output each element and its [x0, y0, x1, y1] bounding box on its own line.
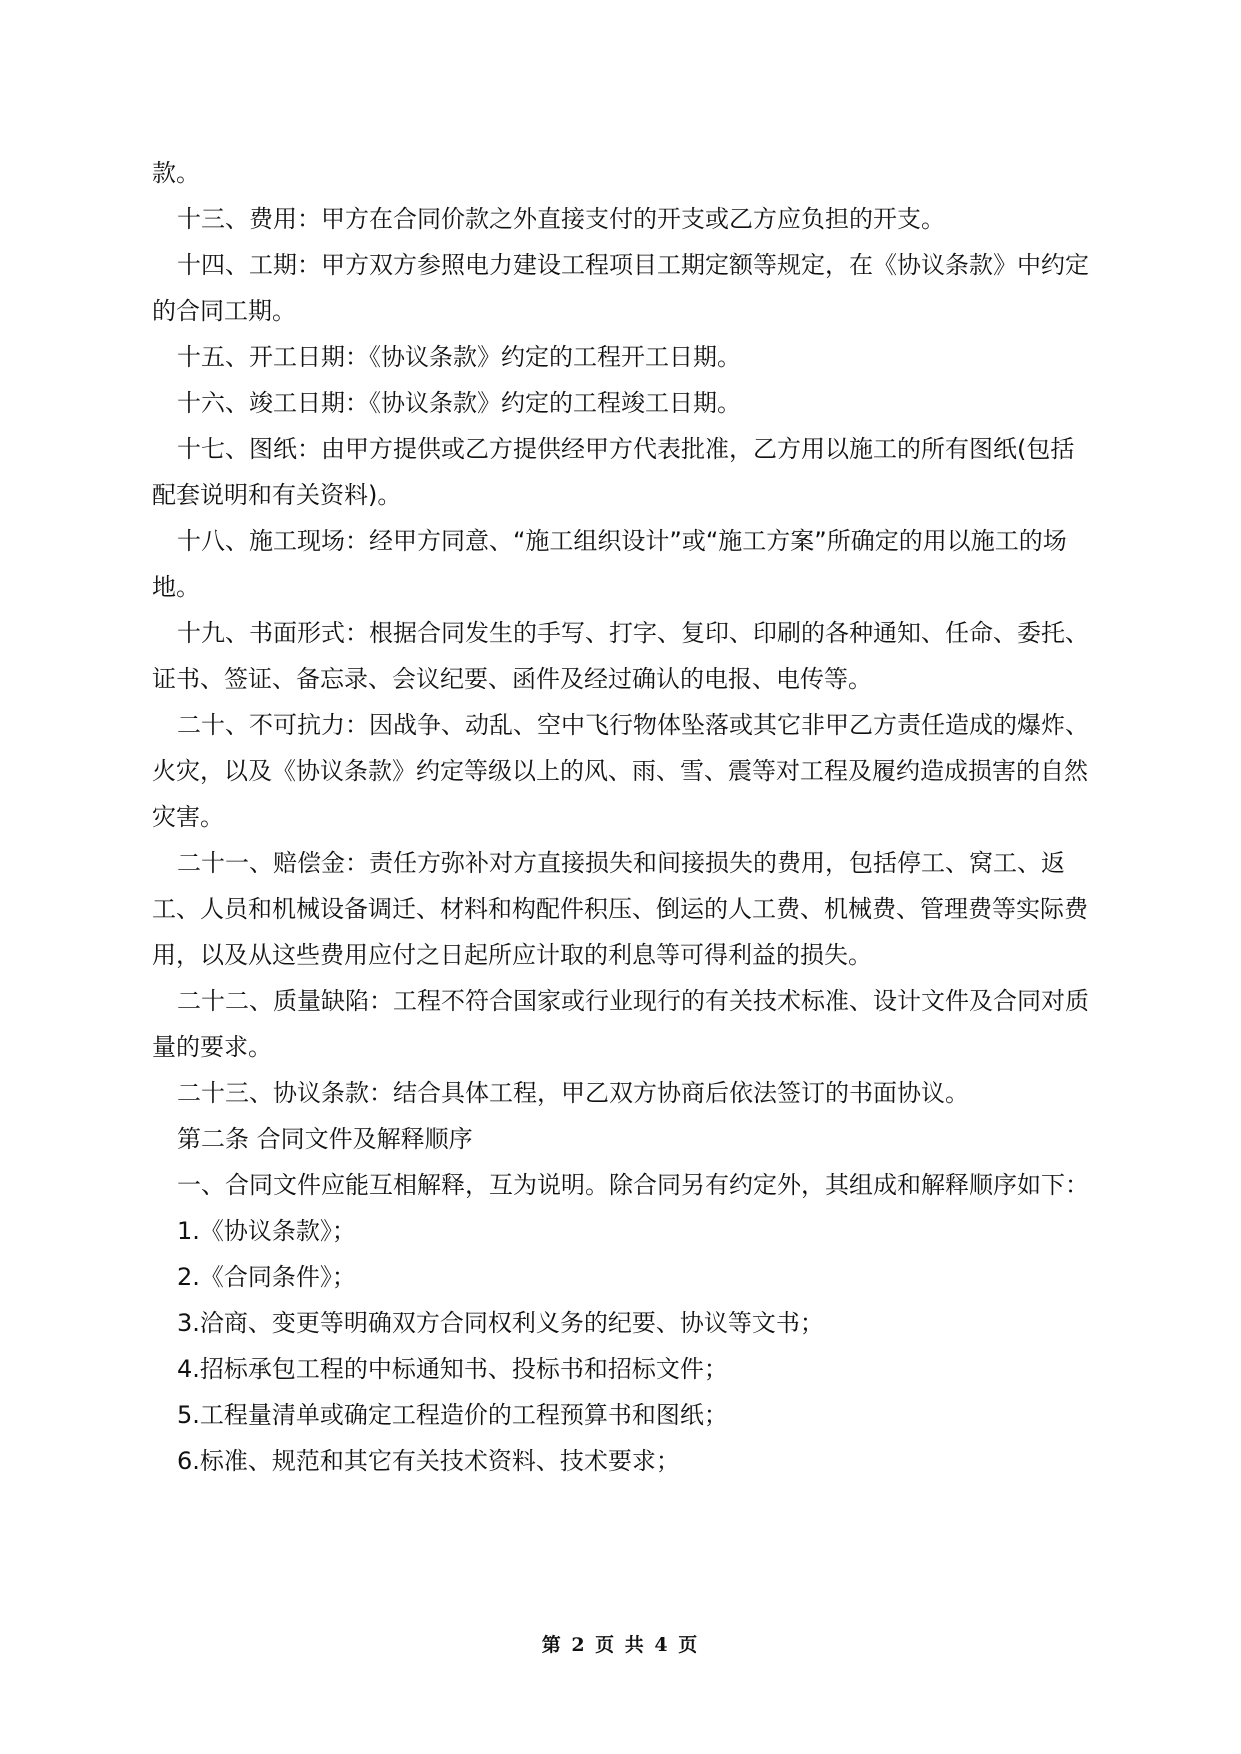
paragraph-item-21: 二十一、赔偿金：责任方弥补对方直接损失和间接损失的费用，包括停工、窝工、返工、人员和机械设备调迁、材料和构配件积压、倒运的人工费、机械费、管理费等实际费用，以及从这些费用应付之日起所应计取的利息等可得利益的损失。	[152, 849, 1088, 969]
paragraph-item-18: 十八、施工现场：经甲方同意、“施工组织设计”或“施工方案”所确定的用以施工的场地。	[152, 527, 1067, 601]
paragraph-item-14: 十四、工期：甲方双方参照电力建设工程项目工期定额等规定，在《协议条款》中约定的合同工期。	[152, 251, 1089, 325]
paragraph-continuation: 款。	[152, 159, 200, 187]
paragraph-item-13: 十三、费用：甲方在合同价款之外直接支付的开支或乙方应负担的开支。	[177, 205, 945, 233]
section-heading: 第二条 合同文件及解释顺序	[177, 1125, 473, 1153]
list-item: 1.《协议条款》；	[177, 1217, 356, 1245]
list-item: 4.招标承包工程的中标通知书、投标书和招标文件；	[177, 1355, 728, 1383]
page-footer: 第 2 页 共 4 页	[541, 1634, 700, 1656]
paragraph-item-16: 十六、竣工日期：《协议条款》约定的工程竣工日期。	[177, 389, 741, 417]
list-item: 3.洽商、变更等明确双方合同权利义务的纪要、协议等文书；	[177, 1309, 824, 1337]
list-item: 5.工程量清单或确定工程造价的工程预算书和图纸；	[177, 1401, 728, 1429]
paragraph-item-17: 十七、图纸：由甲方提供或乙方提供经甲方代表批准，乙方用以施工的所有图纸(包括配套说明和有关资料)。	[152, 435, 1075, 509]
paragraph-item-20: 二十、不可抗力：因战争、动乱、空中飞行物体坠落或其它非甲乙方责任造成的爆炸、火灾，以及《协议条款》约定等级以上的风、雨、雪、震等对工程及履约造成损害的自然灾害。	[152, 711, 1089, 831]
list-item: 6.标准、规范和其它有关技术资料、技术要求；	[177, 1447, 680, 1475]
list-item: 2.《合同条件》；	[177, 1263, 356, 1291]
paragraph-item-23: 二十三、协议条款：结合具体工程，甲乙双方协商后依法签订的书面协议。	[177, 1079, 969, 1107]
paragraph-item-22: 二十二、质量缺陷：工程不符合国家或行业现行的有关技术标准、设计文件及合同对质量的要求。	[152, 987, 1089, 1061]
document-body	[152, 150, 1092, 1484]
paragraph-item-19: 十九、书面形式：根据合同发生的手写、打字、复印、印刷的各种通知、任命、委托、证书、签证、备忘录、会议纪要、函件及经过确认的电报、电传等。	[152, 619, 1089, 693]
paragraph-order-intro: 一、合同文件应能互相解释，互为说明。除合同另有约定外，其组成和解释顺序如下：	[177, 1171, 1089, 1199]
paragraph-item-15: 十五、开工日期：《协议条款》约定的工程开工日期。	[177, 343, 741, 371]
